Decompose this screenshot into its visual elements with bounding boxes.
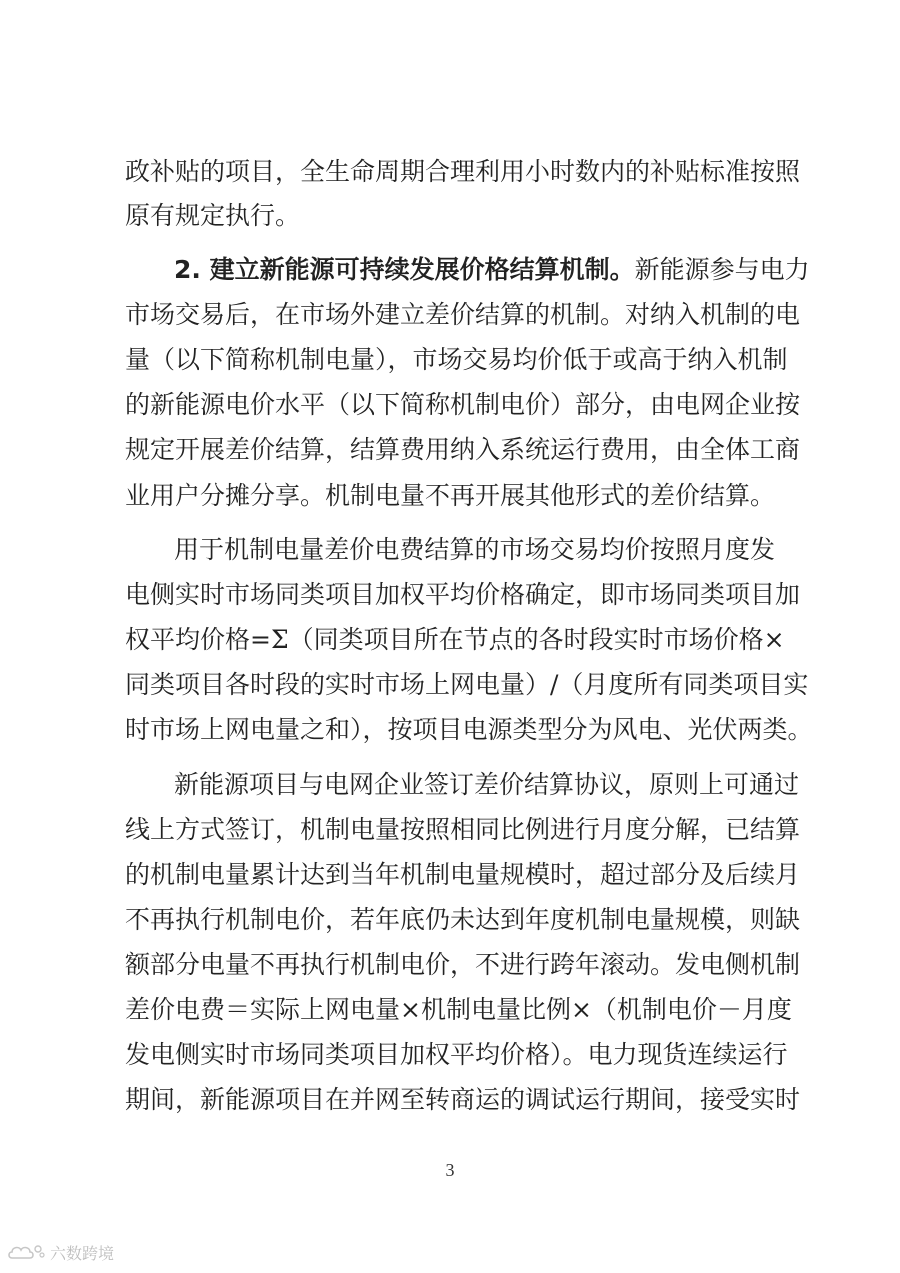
paragraph-line: 量（以下简称机制电量），市场交易均价低于或高于纳入机制 xyxy=(125,345,788,374)
paragraph-line: 的机制电量累计达到当年机制电量规模时，超过部分及后续月 xyxy=(125,860,801,889)
watermark-text: 六数跨境 xyxy=(50,1243,115,1263)
paragraph-line: 差价电费＝实际上网电量×机制电量比例×（机制电价－月度 xyxy=(125,995,792,1024)
paragraph-line: 同类项目各时段的实时市场上网电量）/（月度所有同类项目实 xyxy=(125,670,809,699)
section-heading: 2. 建立新能源可持续发展价格结算机制。 xyxy=(174,255,635,284)
paragraph-line: 规定开展差价结算，结算费用纳入系统运行费用，由全体工商 xyxy=(125,435,801,464)
paragraph-line: 权平均价格=Σ（同类项目所在节点的各时段实时市场价格× xyxy=(125,625,785,654)
paragraph-line: 额部分电量不再执行机制电价，不进行跨年滚动。发电侧机制 xyxy=(125,950,801,979)
paragraph-line: 期间，新能源项目在并网至转商运的调试运行期间，接受实时 xyxy=(125,1085,801,1114)
paragraph-line: 用于机制电量差价电费结算的市场交易均价按照月度发 xyxy=(174,535,775,564)
section-heading-line xyxy=(174,252,810,288)
paragraph-line: 电侧实时市场同类项目加权平均价格确定，即市场同类项目加 xyxy=(125,580,801,609)
cloud-logo-icon xyxy=(6,1240,46,1264)
paragraph-line: 线上方式签订，机制电量按照相同比例进行月度分解，已结算 xyxy=(125,815,801,844)
paragraph-line: 市场交易后，在市场外建立差价结算的机制。对纳入机制的电 xyxy=(125,300,801,329)
paragraph-line: 新能源项目与电网企业签订差价结算协议，原则上可通过 xyxy=(174,770,800,799)
paragraph-line: 不再执行机制电价，若年底仍未达到年度机制电量规模，则缺 xyxy=(125,905,801,934)
paragraph-line: 业用户分摊分享。机制电量不再开展其他形式的差价结算。 xyxy=(125,481,776,510)
paragraph-line: 时市场上网电量之和），按项目电源类型分为风电、光伏两类。 xyxy=(125,715,813,744)
paragraph-line: 原有规定执行。 xyxy=(125,201,301,230)
paragraph-line: 的新能源电价水平（以下简称机制电价）部分，由电网企业按 xyxy=(125,390,801,419)
paragraph-text: 新能源参与电力 xyxy=(634,255,810,284)
page-number: 3 xyxy=(445,1160,455,1180)
watermark xyxy=(6,1238,114,1266)
paragraph-line: 发电侧实时市场同类项目加权平均价格）。电力现货连续运行 xyxy=(125,1040,788,1069)
paragraph-line: 政补贴的项目，全生命周期合理利用小时数内的补贴标准按照 xyxy=(125,157,801,186)
